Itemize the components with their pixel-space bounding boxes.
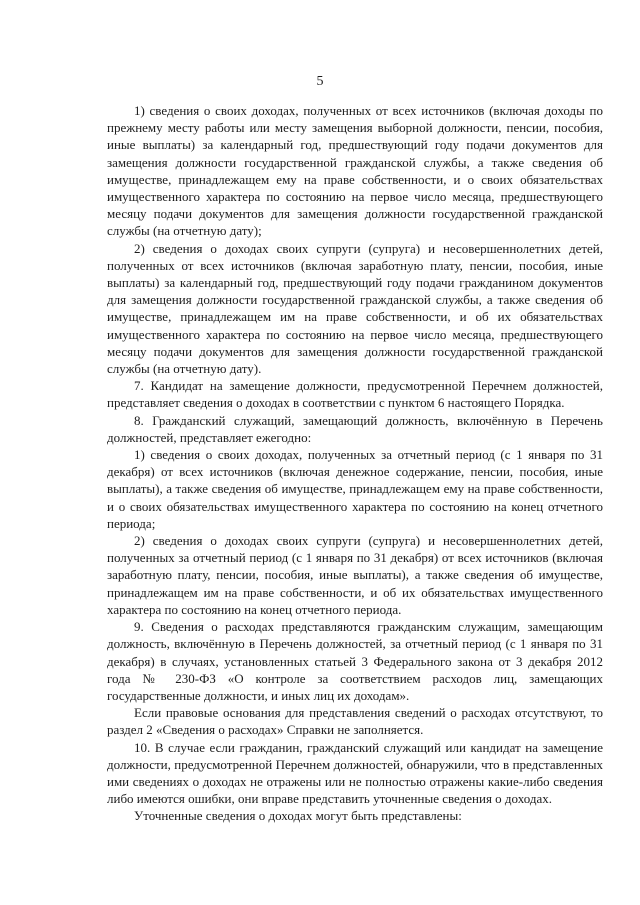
paragraph: Если правовые основания для представления сведений о расходах отсутствуют, то раздел 2 «Сведения о расходах» Справки не заполняется. (107, 705, 603, 738)
paragraph: 1) сведения о своих доходах, полученных от всех источников (включая доходы по прежнему месту работы или месту замещения выборной должности, пенсии, пособия, иные выплаты) за календарный год, предшествующий году подачи документов для замещения должности государственной гражданской службы, а также сведения об имуществе, принадлежащем ему на праве собственности, и о своих обязательствах имущественного характера по состоянию на первое число месяца, предшествующего месяцу подачи документов для замещения должности государственной гражданской службы (на отчетную дату); (107, 103, 603, 239)
document-body (107, 102, 603, 825)
paragraph: 1) сведения о своих доходах, полученных за отчетный период (с 1 января по 31 декабря) от всех источников (включая денежное содержание, пенсии, пособия, иные выплаты), а также сведения об имуществе, принадлежащем ему на праве собственности, и о своих обязательствах имущественного характера по состоянию на конец отчетного периода; (107, 447, 603, 531)
paragraph: Уточненные сведения о доходах могут быть представлены: (134, 808, 462, 824)
paragraph: 10. В случае если гражданин, гражданский служащий или кандидат на замещение должности, предусмотренной Перечнем должностей, обнаружили, что в представленных ими сведениях о доходах не отражены или не полностью отражены какие-либо сведения либо имеются ошибки, они вправе представить уточненные сведения о доходах. (107, 739, 603, 807)
paragraph: 9. Сведения о расходах представляются гражданским служащим, замещающим должность, включённую в Перечень должностей, за отчетный период (с 1 января по 31 декабря) в случаях, установленных статьей 3 Федерального закона от 3 декабря 2012 года № 230-ФЗ «О контроле за соответствием расходов лиц, замещающих государственные должности, и иных лиц их доходам». (107, 619, 603, 703)
paragraph: 2) сведения о доходах своих супруги (супруга) и несовершеннолетних детей, полученных от всех источников (включая заработную плату, пенсии, пособия, иные выплаты) за календарный год, предшествующий году подачи гражданином документов для замещения должности государственной гражданской службы, а также сведения об имуществе, принадлежащем им на праве собственности, и об их обязательствах имущественного характера по состоянию на первое число месяца, предшествующего месяцу подачи документов для замещения должности государственной гражданской службы (на отчетную дату). (107, 240, 603, 377)
paragraph: 2) сведения о доходах своих супруги (супруга) и несовершеннолетних детей, полученных за отчетный период (с 1 января по 31 декабря) от всех источников (включая заработную плату, пенсии, пособия, иные выплаты), а также сведения об имуществе, принадлежащем им на праве собственности, и об их обязательствах имущественного характера по состоянию на конец отчетного периода. (107, 533, 603, 617)
paragraph: 7. Кандидат на замещение должности, предусмотренной Перечнем должностей, представляет сведения о доходах в соответствии с пунктом 6 настоящего Порядка. (107, 378, 603, 411)
paragraph: 8. Гражданский служащий, замещающий должность, включённую в Перечень должностей, представляет ежегодно: (107, 412, 603, 445)
page-number: 5 (316, 74, 324, 89)
